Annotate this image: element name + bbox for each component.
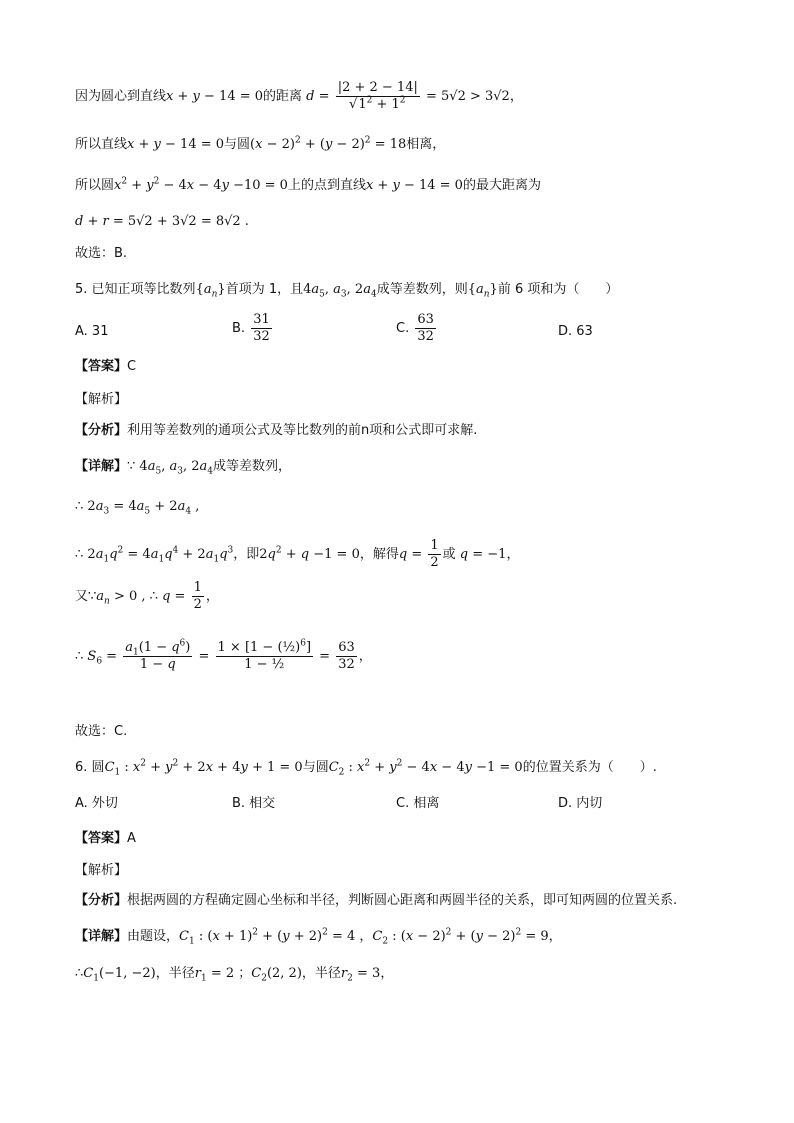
q6-fenxi: 【分析】根据两圆的方程确定圆心坐标和半径，判断圆心距离和两圆半径的关系，即可知两圆的位置关系. [75,893,678,908]
q6-step-1: 【详解】由题设，$C_1$ : $(x + 1)^2 + (y + 2)^2 = 4$ ，$C_2$ : $(x - 2)^2 + (y - 2)^2 = 9$， [75,927,562,947]
q6-option-c: C. 相离 [396,796,440,811]
q5-answer: 【答案】C [75,359,137,374]
q5-jiexi: 【解析】 [75,392,128,407]
q5-step-5: ∴ $S_6$ = $\frac{a_1(1 - q^6)}{1 - q}$ = $\frac{1 \times [1 - (\frac{1}{2})^6]}{\text{1 − ½}}$ = $\frac{63}{32}$ ， [75,638,372,672]
q6-option-d: D. 内切 [558,796,603,811]
q6-option-a: A. 外切 [75,796,118,811]
q5-step-4: 又$\because a_n > 0$ , ∴ q = $\frac{1}{2}$ ， [75,580,219,612]
max-dist-line: 所以圆$x^2 + y^2 - 4x - 4y -10 = 0$上的点到直线x + y − 14 = 0的最大距离为 [75,176,541,193]
dist-line: 因为圆心到直线x + y − 14 = 0的距离 d = $\frac{|2 + 2 - 14|}{√1^2 + 1^2}$ = 5√2 > 3√2， [75,80,523,112]
q5-choose: 故选：C. [75,724,128,739]
q6-jiexi: 【解析】 [75,863,128,878]
q5-option-a: A. 31 [75,324,109,339]
q6-option-b: B. 相交 [232,796,276,811]
q6-step-2: $\therefore C_1(-1$, −2)，半径$r_1 = 2$ ；$C_2(2$, 2)，半径$r_2 = 3$， [75,966,394,984]
q5-stem: 5. 已知正项等比数列$\{a_n\}$首项为 1，且$4a_5$, $a_3$, $2a_4$成等差数列，则$\{a_n\}$前 6 项和为（ ） [75,282,619,300]
q5-step-2: ∴ $2a_3 = 4a_5 + 2a_4$ , [75,499,200,517]
q5-fenxi: 【分析】利用等差数列的通项公式及等比数列的前n项和公式即可求解. [75,423,478,438]
top-choose: 故选：B. [75,246,128,261]
relation-line: 所以直线x + y − 14 = 0与圆$(x - 2)^2 + (y - 2)^2 = 18$相离， [75,135,446,152]
q5-option-c: C. $\frac{63}{32}$ [396,312,434,344]
q5-option-d: D. 63 [558,324,593,339]
q6-stem: 6. 圆$C_1$ : $x^2 + y^2 + 2x + 4y + 1 = 0$与圆$C_2$ : $x^2 + y^2 - 4x - 4y -1 = 0$的位置关系为（ ）. [75,758,657,778]
dr-line: d + r = 5√2 + 3√2 = 8√2 . [75,214,249,229]
q5-step-1: 【详解】∵ $4a_5$, $a_3$, $2a_4$成等差数列， [75,459,292,477]
q5-option-b: B. $\frac{31}{32}$ [232,312,270,344]
q6-answer: 【答案】A [75,831,136,846]
q5-step-3: ∴ $2a_1q^2 = 4a_1q^4 + 2a_1q^3$，即$2q^2 + q -1 = 0$，解得q = $\frac{1}{2}$ 或 q = −1， [75,538,520,570]
